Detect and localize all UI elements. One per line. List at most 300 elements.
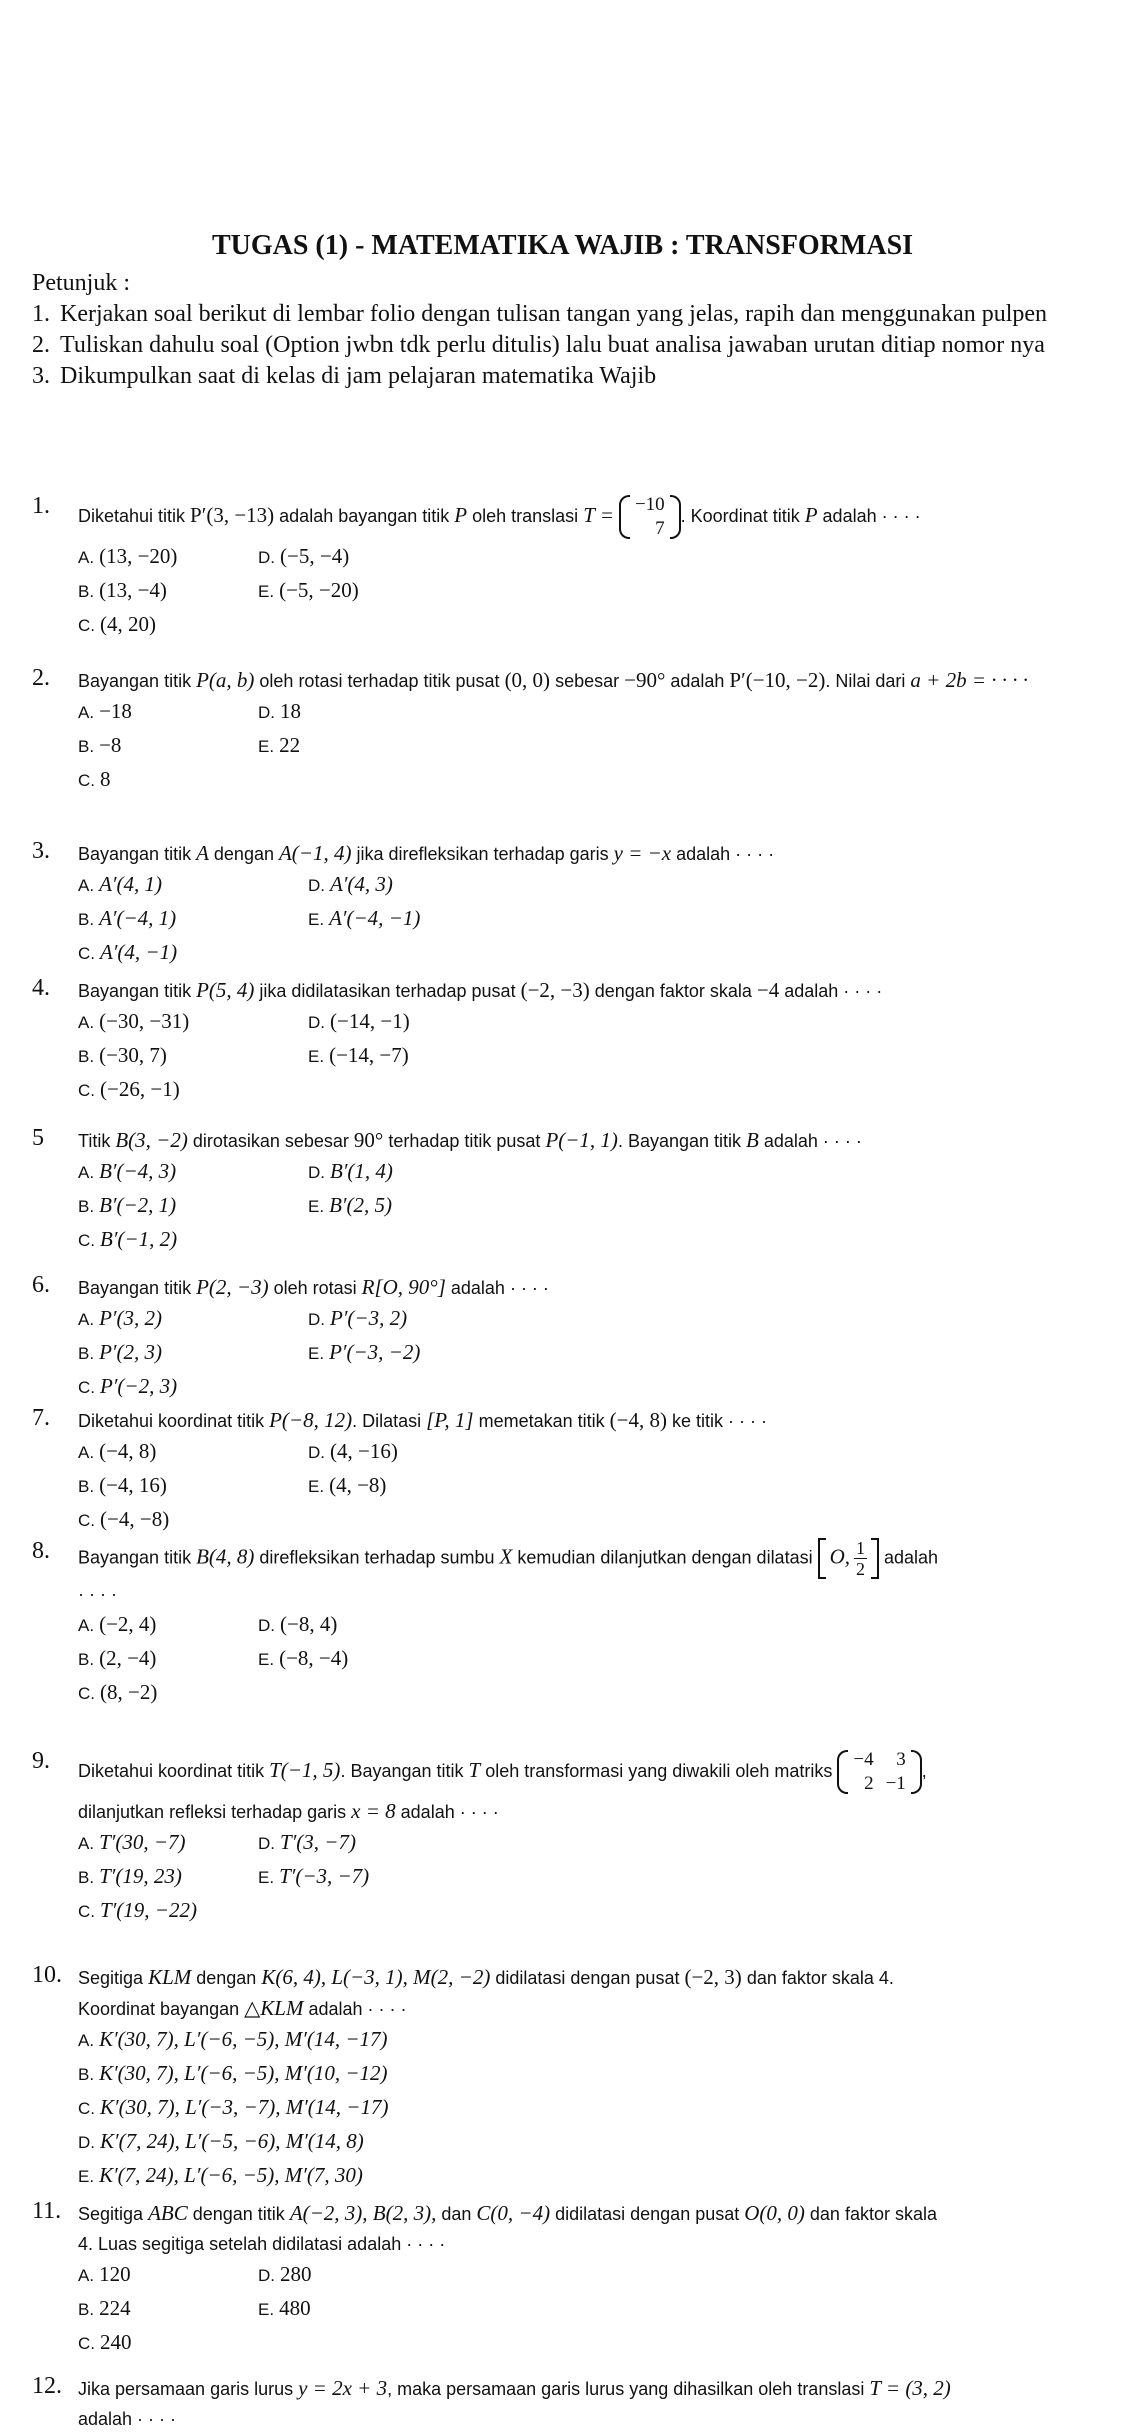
option-d[interactable] <box>258 2259 538 2291</box>
stem-text: dengan <box>208 844 279 864</box>
option-label: C. <box>78 616 95 635</box>
option-label: A. <box>78 1834 95 1853</box>
stem-text: Bayangan titik <box>78 671 197 691</box>
option-b[interactable] <box>78 1643 258 1675</box>
option-value: (−26, −1) <box>100 1077 180 1101</box>
option-b[interactable] <box>78 575 258 607</box>
options <box>78 1436 1102 1536</box>
stem-text: adalah · · · · <box>779 981 883 1001</box>
option-b[interactable] <box>78 2058 678 2090</box>
stem-math: P(2, −3) <box>196 1275 269 1299</box>
stem-math: A(−1, 4) <box>278 841 352 865</box>
question-number: 5 <box>32 1125 44 1151</box>
question-number: 8. <box>32 1538 50 1564</box>
option-c[interactable] <box>78 1677 258 1709</box>
option-b[interactable] <box>78 1190 308 1222</box>
petunjuk-label: Petunjuk : <box>32 270 131 296</box>
option-label: D. <box>308 876 325 895</box>
option-value: B′(−2, 1) <box>99 1193 177 1217</box>
fraction-numerator: 1 <box>856 1538 866 1558</box>
option-e[interactable] <box>78 2160 678 2192</box>
option-value: (−30, −31) <box>99 1009 190 1033</box>
stem-math: a + 2b = · · · · <box>910 668 1028 692</box>
option-a[interactable] <box>78 2259 258 2291</box>
option-label: C. <box>78 2334 95 2353</box>
option-value: A′(4, 1) <box>99 872 162 896</box>
question-number: 12. <box>32 2373 62 2399</box>
stem-math: B(3, −2) <box>115 1128 188 1152</box>
stem-math: R[O, 90°] <box>361 1275 446 1299</box>
option-value: B′(−4, 3) <box>99 1159 177 1183</box>
option-value: (13, −4) <box>99 578 167 602</box>
option-label: A. <box>78 1616 95 1635</box>
stem-text: adalah · · · · <box>445 1278 549 1298</box>
option-d[interactable] <box>258 696 538 728</box>
options <box>78 1609 1102 1709</box>
option-value: (−4, 8) <box>99 1439 157 1463</box>
option-value: K′(30, 7), L′(−3, −7), M′(14, −17) <box>100 2095 389 2119</box>
option-label: C. <box>78 1684 95 1703</box>
stem-math: C(0, −4) <box>476 2201 551 2225</box>
option-label: C. <box>78 1511 95 1530</box>
stem-math: P′(−10, −2) <box>729 668 826 692</box>
stem-math: (0, 0) <box>504 668 551 692</box>
instruction-text: Kerjakan soal berikut di lembar folio dengan tulisan tangan yang jelas, rapih dan menggunakan pulpen <box>60 301 1048 327</box>
stem-text: adalah · · · · <box>817 505 921 526</box>
matrix-entry: −10 <box>634 494 665 515</box>
question-6 <box>32 1272 1102 1403</box>
stem-text: Diketahui koordinat titik <box>78 1760 270 1781</box>
option-value: P′(−2, 3) <box>100 1374 178 1398</box>
stem-math: P′(3, −13) <box>190 502 275 527</box>
option-e[interactable] <box>258 1861 538 1893</box>
stem-text: Bayangan titik <box>78 844 197 864</box>
question-stem <box>78 1405 1102 1436</box>
stem-text: sebesar <box>550 671 625 691</box>
option-e[interactable] <box>308 1190 588 1222</box>
stem-text: oleh rotasi terhadap titik pusat <box>254 671 505 691</box>
option-label: D. <box>78 2133 95 2152</box>
options <box>78 541 1102 641</box>
fraction-denominator: 2 <box>856 1559 866 1579</box>
option-label: B. <box>78 1650 95 1669</box>
option-d[interactable] <box>308 1156 588 1188</box>
stem-text: dan faktor skala <box>804 2204 937 2224</box>
option-label: A. <box>78 703 95 722</box>
stem-text: dan faktor skala 4. <box>741 1968 894 1988</box>
transformation-matrix <box>837 1748 921 1796</box>
question-number: 4. <box>32 975 50 1001</box>
question-stem <box>78 838 1102 869</box>
question-5 <box>32 1125 1102 1256</box>
stem-math: K(6, 4), L(−3, 1), M(2, −2) <box>261 1965 491 1989</box>
stem-math: T(−1, 5) <box>269 1757 341 1782</box>
stem-text: adalah · · · · <box>758 1131 862 1151</box>
stem-text: Diketahui titik <box>78 505 191 526</box>
option-label: E. <box>308 1344 325 1363</box>
option-c[interactable] <box>78 1224 308 1256</box>
option-e[interactable] <box>258 1643 538 1675</box>
stem-text: kemudian dilanjutkan dengan dilatasi <box>512 1547 818 1568</box>
option-c[interactable] <box>78 2327 258 2359</box>
options <box>78 869 1102 969</box>
option-label: E. <box>308 910 325 929</box>
option-value: (4, −16) <box>330 1439 398 1463</box>
stem-text: Segitiga <box>78 1968 149 1988</box>
option-value: (−5, −4) <box>280 544 350 568</box>
stem-text: jika didilatasikan terhadap pusat <box>254 981 521 1001</box>
option-a[interactable] <box>78 2024 678 2056</box>
option-e[interactable] <box>258 575 538 607</box>
stem-text: dirotasikan sebesar <box>187 1131 354 1151</box>
stem-math: △KLM <box>244 1996 304 2020</box>
option-e[interactable] <box>308 1040 588 1072</box>
options <box>78 2259 1102 2359</box>
stem-text: adalah · · · · <box>671 844 775 864</box>
option-c[interactable] <box>78 1895 258 1927</box>
question-number: 3. <box>32 838 50 864</box>
question-stem <box>78 1125 1102 1156</box>
stem-text: dengan <box>191 1968 262 1988</box>
stem-text: Koordinat bayangan <box>78 1999 245 2019</box>
stem-math: −4 <box>756 978 780 1002</box>
option-c[interactable] <box>78 609 258 641</box>
option-label: B. <box>78 1047 95 1066</box>
option-label: E. <box>308 1047 325 1066</box>
option-value: 280 <box>280 2262 312 2286</box>
option-c[interactable] <box>78 1504 308 1536</box>
dilation-bracket <box>818 1538 879 1579</box>
option-value: T′(30, −7) <box>99 1830 186 1854</box>
option-value: (4, 20) <box>100 612 157 636</box>
options <box>78 1303 1102 1403</box>
stem-text: Titik <box>78 1131 116 1151</box>
stem-text: · · · · <box>78 1584 117 1604</box>
matrix-entry: −4 <box>853 1749 874 1770</box>
option-label: B. <box>78 1197 95 1216</box>
options <box>78 1156 1102 1256</box>
stem-math: B <box>746 1128 759 1152</box>
question-number: 10. <box>32 1962 62 1988</box>
stem-math: P <box>454 502 468 527</box>
matrix-entry: −1 <box>885 1773 906 1794</box>
option-value: (−30, 7) <box>99 1043 167 1067</box>
option-label: C. <box>78 1378 95 1397</box>
stem-text: adalah <box>879 1547 939 1568</box>
option-label: D. <box>308 1163 325 1182</box>
stem-text: dengan titik <box>187 2204 290 2224</box>
option-value: A′(4, 3) <box>330 872 393 896</box>
question-11 <box>32 2198 1102 2359</box>
matrix-entry: 2 <box>864 1773 874 1794</box>
stem-text: Bayangan titik <box>78 981 197 1001</box>
stem-text: adalah · · · · <box>395 1802 499 1822</box>
option-value: B′(1, 4) <box>330 1159 393 1183</box>
option-value: B′(−1, 2) <box>100 1227 178 1251</box>
stem-text: adalah <box>665 671 730 691</box>
stem-math: ABC <box>148 2201 188 2225</box>
option-d[interactable] <box>308 1006 588 1038</box>
option-value: (−4, −8) <box>100 1507 170 1531</box>
stem-text: oleh translasi <box>467 505 584 526</box>
stem-math: P(5, 4) <box>196 978 255 1002</box>
dilation-factor <box>854 1538 867 1579</box>
option-c[interactable] <box>78 1371 308 1403</box>
option-c[interactable] <box>78 2092 678 2124</box>
option-e[interactable] <box>258 730 538 762</box>
option-value: K′(30, 7), L′(−6, −5), M′(10, −12) <box>99 2061 388 2085</box>
stem-math: P(a, b) <box>196 668 255 692</box>
option-label: C. <box>78 1231 95 1250</box>
stem-math: P <box>804 502 818 527</box>
option-value: 8 <box>100 767 111 791</box>
stem-math: X <box>499 1544 513 1569</box>
instructions <box>32 268 1102 392</box>
option-label: A. <box>78 1310 95 1329</box>
translation-vector <box>619 493 681 541</box>
options <box>78 696 1102 796</box>
instruction-number: 3. <box>32 363 50 389</box>
option-label: C. <box>78 771 95 790</box>
option-e[interactable] <box>308 1337 588 1369</box>
option-value: (−5, −20) <box>279 578 359 602</box>
stem-text: . Bayangan titik <box>617 1131 747 1151</box>
stem-text: Bayangan titik <box>78 1547 197 1568</box>
option-d[interactable] <box>308 1303 588 1335</box>
stem-math: P(−8, 12) <box>269 1408 353 1432</box>
stem-math: (−2, −3) <box>520 978 590 1002</box>
option-d[interactable] <box>308 1436 588 1468</box>
option-label: A. <box>78 876 95 895</box>
option-value: B′(2, 5) <box>329 1193 392 1217</box>
options <box>78 1827 1102 1927</box>
option-label: B. <box>78 1344 95 1363</box>
option-a[interactable] <box>78 696 258 728</box>
stem-text: . Nilai dari <box>825 671 911 691</box>
option-a[interactable] <box>78 541 258 573</box>
option-a[interactable] <box>78 869 308 901</box>
stem-math: (−2, 3) <box>684 1965 742 1989</box>
option-label: A. <box>78 1443 95 1462</box>
question-number: 9. <box>32 1748 50 1774</box>
option-d[interactable] <box>78 2126 678 2158</box>
instruction-text: Tuliskan dahulu soal (Option jwbn tdk perlu ditulis) lalu buat analisa jawaban urutan ditiap nomor nya <box>60 332 1045 358</box>
option-a[interactable] <box>78 1303 308 1335</box>
option-label: D. <box>258 703 275 722</box>
stem-text: adalah bayangan titik <box>274 505 455 526</box>
option-label: B. <box>78 582 95 601</box>
option-d[interactable] <box>258 1827 538 1859</box>
question-4 <box>32 975 1102 1106</box>
option-label: E. <box>258 1868 275 1887</box>
stem-text: dengan faktor skala <box>589 981 757 1001</box>
option-e[interactable] <box>308 903 588 935</box>
stem-text: didilatasi dengan pusat <box>490 1968 685 1988</box>
option-value: 18 <box>280 699 302 723</box>
option-a[interactable] <box>78 1436 308 1468</box>
option-value: T′(19, −22) <box>100 1898 197 1922</box>
option-a[interactable] <box>78 1006 308 1038</box>
stem-math: y = −x <box>613 841 672 865</box>
option-label: B. <box>78 2300 95 2319</box>
option-b[interactable] <box>78 1470 308 1502</box>
option-label: A. <box>78 548 95 567</box>
option-label: A. <box>78 2031 95 2050</box>
question-number: 1. <box>32 493 50 519</box>
option-value: (2, −4) <box>99 1646 157 1670</box>
option-b[interactable] <box>78 1337 308 1369</box>
stem-math: (−4, 8) <box>609 1408 667 1432</box>
option-b[interactable] <box>78 1040 308 1072</box>
stem-math: 90° <box>353 1128 384 1152</box>
stem-math: P(−1, 1) <box>545 1128 618 1152</box>
question-2 <box>32 665 1102 796</box>
option-label: B. <box>78 1477 95 1496</box>
option-label: E. <box>308 1197 325 1216</box>
stem-math: A <box>196 841 209 865</box>
question-stem <box>78 1962 1102 2024</box>
option-value: −8 <box>99 733 122 757</box>
option-label: E. <box>258 2300 275 2319</box>
question-1 <box>32 493 1102 641</box>
option-value: 480 <box>279 2296 311 2320</box>
option-value: (−14, −1) <box>330 1009 410 1033</box>
option-label: D. <box>258 1616 275 1635</box>
matrix-entry: 3 <box>896 1749 906 1770</box>
question-stem <box>78 2198 1102 2259</box>
option-c[interactable] <box>78 937 308 969</box>
stem-math: T <box>468 1757 481 1782</box>
stem-text: ke titik · · · · <box>666 1411 767 1431</box>
options <box>78 2024 1102 2192</box>
option-label: E. <box>258 737 275 756</box>
stem-math: T = (3, 2) <box>869 2376 951 2400</box>
question-8 <box>32 1538 1102 1709</box>
question-stem <box>78 493 1102 541</box>
dilation-center: O, <box>829 1544 851 1569</box>
question-stem <box>78 2373 1102 2434</box>
stem-text: oleh rotasi <box>268 1278 362 1298</box>
option-a[interactable] <box>78 1827 258 1859</box>
stem-math: −90° <box>624 668 666 692</box>
option-label: C. <box>78 1902 95 1921</box>
question-number: 6. <box>32 1272 50 1298</box>
stem-text: . Dilatasi <box>352 1411 427 1431</box>
option-a[interactable] <box>78 1156 308 1188</box>
option-c[interactable] <box>78 1074 308 1106</box>
option-value: 240 <box>100 2330 132 2354</box>
option-value: K′(7, 24), L′(−6, −5), M′(7, 30) <box>99 2163 363 2187</box>
option-value: 120 <box>99 2262 131 2286</box>
page-title: TUGAS (1) - MATEMATIKA WAJIB : TRANSFORMASI <box>211 230 914 261</box>
instruction-item <box>32 330 1102 361</box>
question-10 <box>32 1962 1102 2192</box>
option-value: P′(−3, −2) <box>329 1340 421 1364</box>
stem-text: dilanjutkan refleksi terhadap garis <box>78 1802 352 1822</box>
option-value: (4, −8) <box>329 1473 387 1497</box>
question-stem <box>78 1272 1102 1303</box>
option-value: A′(−4, 1) <box>99 906 177 930</box>
option-e[interactable] <box>258 2293 538 2325</box>
stem-text: Segitiga <box>78 2204 149 2224</box>
option-label: D. <box>308 1443 325 1462</box>
question-number: 2. <box>32 665 50 691</box>
option-label: D. <box>258 2266 275 2285</box>
option-value: (−14, −7) <box>329 1043 409 1067</box>
question-stem <box>78 975 1102 1006</box>
option-label: E. <box>308 1477 325 1496</box>
stem-text: . Bayangan titik <box>340 1760 469 1781</box>
option-value: 22 <box>279 733 301 757</box>
option-b[interactable] <box>78 730 258 762</box>
option-b[interactable] <box>78 2293 258 2325</box>
option-label: A. <box>78 2266 95 2285</box>
option-b[interactable] <box>78 1861 258 1893</box>
option-value: (−2, 4) <box>99 1612 157 1636</box>
stem-math: O(0, 0) <box>744 2201 805 2225</box>
question-stem <box>78 665 1102 696</box>
option-value: A′(−4, −1) <box>329 906 421 930</box>
option-e[interactable] <box>308 1470 588 1502</box>
option-label: B. <box>78 737 95 756</box>
stem-text: jika direfleksikan terhadap garis <box>351 844 614 864</box>
option-value: (−8, 4) <box>280 1612 338 1636</box>
stem-math: x = 8 <box>351 1799 396 1823</box>
option-label: C. <box>78 1081 95 1100</box>
stem-text: oleh transformasi yang diwakili oleh matriks <box>480 1760 838 1781</box>
option-label: B. <box>78 1868 95 1887</box>
stem-text: Bayangan titik <box>78 1278 197 1298</box>
stem-text: . Koordinat titik <box>680 505 805 526</box>
question-stem <box>78 1748 1102 1827</box>
question-12 <box>32 2373 1102 2434</box>
instruction-item <box>32 361 1102 392</box>
option-value: (−4, 16) <box>99 1473 167 1497</box>
option-value: T′(19, 23) <box>99 1864 182 1888</box>
stem-text: adalah · · · · <box>78 2409 177 2429</box>
option-value: T′(−3, −7) <box>279 1864 370 1888</box>
option-d[interactable] <box>258 541 538 573</box>
option-label: E. <box>258 582 275 601</box>
option-value: (8, −2) <box>100 1680 158 1704</box>
stem-text: adalah · · · · <box>303 1999 407 2019</box>
option-label: D. <box>258 1834 275 1853</box>
stem-text: Jika persamaan garis lurus <box>78 2379 299 2399</box>
option-label: A. <box>78 1013 95 1032</box>
option-a[interactable] <box>78 1609 258 1641</box>
stem-math: KLM <box>148 1965 192 1989</box>
instruction-text: Dikumpulkan saat di kelas di jam pelajaran matematika Wajib <box>60 363 657 389</box>
option-d[interactable] <box>308 869 588 901</box>
option-value: P′(−3, 2) <box>330 1306 408 1330</box>
option-value: −18 <box>99 699 132 723</box>
option-value: 224 <box>99 2296 131 2320</box>
option-label: D. <box>308 1310 325 1329</box>
options <box>78 1006 1102 1106</box>
instruction-number: 2. <box>32 332 50 358</box>
instruction-number: 1. <box>32 301 50 327</box>
question-3 <box>32 838 1102 969</box>
stem-text: direfleksikan terhadap sumbu <box>254 1547 500 1568</box>
option-c[interactable] <box>78 764 258 796</box>
question-7 <box>32 1405 1102 1536</box>
option-value: K′(30, 7), L′(−6, −5), M′(14, −17) <box>99 2027 388 2051</box>
stem-text: , <box>921 1760 927 1781</box>
option-b[interactable] <box>78 903 308 935</box>
option-label: A. <box>78 1163 95 1182</box>
stem-text: didilatasi dengan pusat <box>550 2204 745 2224</box>
option-d[interactable] <box>258 1609 538 1641</box>
